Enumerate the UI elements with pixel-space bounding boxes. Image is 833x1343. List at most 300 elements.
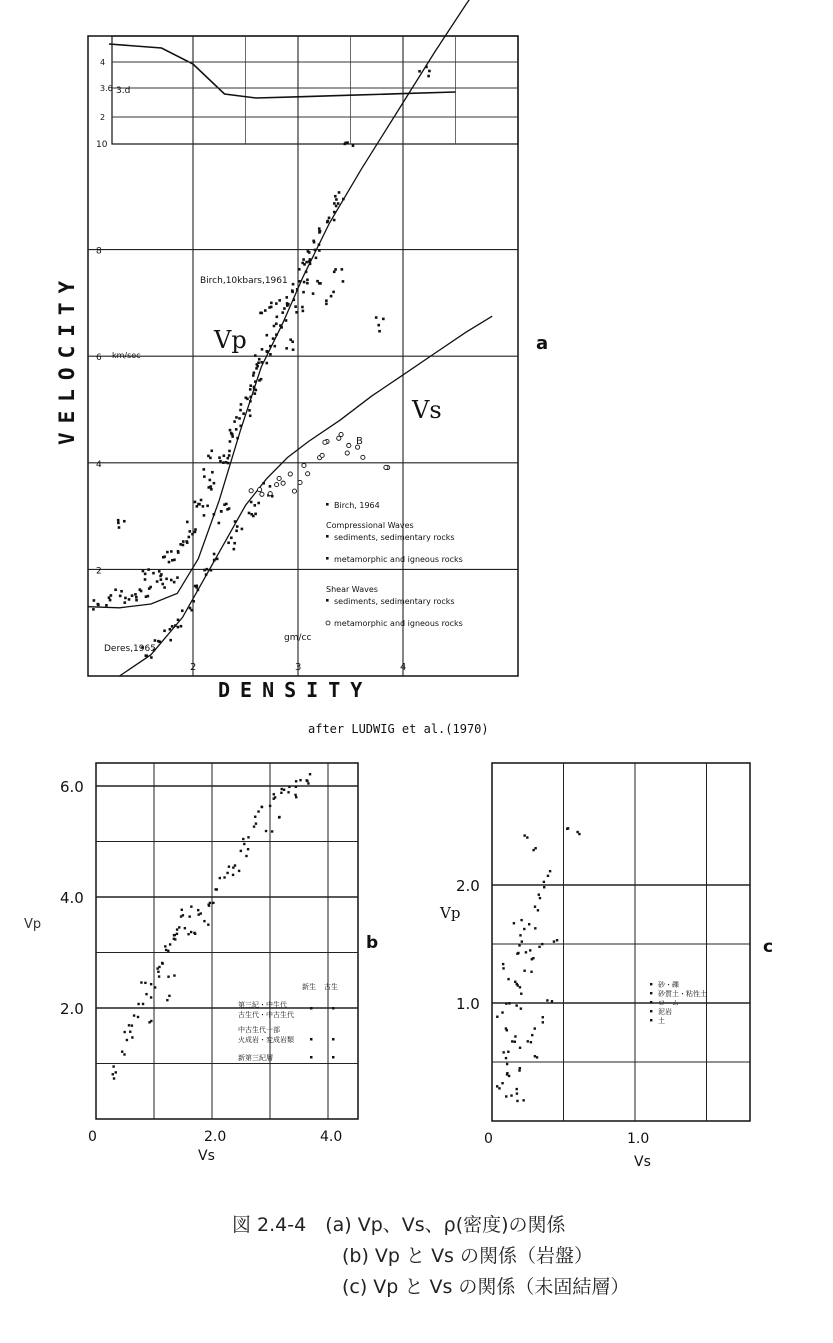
data-point (377, 324, 380, 327)
data-point (275, 302, 278, 305)
data-point (93, 599, 96, 602)
data-point (278, 816, 280, 818)
data-point (126, 1039, 128, 1041)
data-point (258, 379, 261, 382)
dennis-curve-label: Deres,1965 (104, 644, 156, 654)
data-point (169, 943, 171, 945)
panel-a-x-axis-label: DENSITY (218, 678, 373, 702)
y-tick-label: 2 (96, 566, 102, 577)
data-point (197, 589, 200, 592)
y-tick-label: 4 (96, 459, 102, 470)
data-point (239, 409, 242, 412)
data-point (145, 993, 147, 995)
data-point (519, 934, 521, 936)
data-point (169, 639, 172, 642)
data-point (223, 503, 226, 506)
data-point (536, 1056, 538, 1058)
data-point (203, 514, 206, 517)
data-point (189, 607, 192, 610)
data-point (253, 825, 255, 827)
data-point (227, 457, 230, 460)
data-point (262, 482, 265, 485)
data-point (328, 217, 331, 220)
data-point (109, 599, 112, 602)
y-tick-label: 1.0 (456, 995, 480, 1013)
legend-entry: 古生代・中古生代 (238, 1011, 294, 1019)
data-point (222, 461, 225, 464)
data-point (502, 1051, 504, 1053)
legend-entry: 土 (658, 1017, 665, 1025)
data-point (207, 455, 210, 458)
data-point (279, 324, 282, 327)
data-point (243, 843, 245, 845)
legend-entry: 砂・礫 (658, 981, 679, 989)
data-point (303, 281, 306, 284)
legend-entry: 砂質土・粘性土 (658, 990, 707, 998)
data-point (515, 1004, 517, 1006)
legend-header: 古生 (324, 983, 338, 991)
data-point (519, 1047, 521, 1049)
data-point (229, 429, 232, 432)
data-point (229, 440, 232, 443)
data-point (266, 350, 269, 353)
data-point (194, 501, 197, 504)
y-tick-label: 2.0 (60, 1000, 84, 1018)
data-point (296, 288, 299, 291)
data-point (202, 468, 205, 471)
data-point (543, 886, 545, 888)
data-point (285, 319, 288, 322)
data-point (273, 325, 276, 328)
data-point (219, 460, 222, 463)
data-point (203, 920, 205, 922)
data-point (188, 530, 191, 533)
data-point (154, 639, 157, 642)
data-point (496, 1016, 498, 1018)
data-point (209, 479, 212, 482)
data-point (242, 412, 245, 415)
data-point (384, 465, 388, 469)
data-point (159, 640, 162, 643)
data-point (234, 864, 236, 866)
data-point (269, 353, 272, 356)
legend-entry: metamorphic and igneous rocks (334, 555, 463, 564)
data-point (213, 482, 216, 485)
data-point (529, 949, 531, 951)
legend-entry: sediments, sedimentary rocks (334, 597, 455, 606)
data-point (176, 928, 178, 930)
data-point (178, 926, 180, 928)
caption-line-1: 図 2.4-4 (a) Vp、Vs、ρ(密度)の関係 (232, 1214, 566, 1236)
data-point (342, 280, 345, 283)
legend-marker (326, 503, 329, 506)
data-point (511, 1040, 513, 1042)
data-point (333, 202, 336, 205)
legend-entry: sediments, sedimentary rocks (334, 533, 455, 542)
data-point (283, 789, 285, 791)
data-point (177, 550, 180, 553)
panel-c-frame (492, 763, 750, 1121)
data-point (302, 258, 305, 261)
data-point (502, 963, 504, 965)
source-note: after LUDWIG et al.(1970) (308, 722, 489, 736)
data-point (176, 933, 178, 935)
y-tick-label: 6 (96, 353, 102, 364)
data-point (292, 489, 296, 493)
data-point (254, 513, 257, 516)
data-point (165, 949, 167, 951)
data-point (211, 471, 214, 474)
data-point (124, 597, 127, 600)
data-point (298, 268, 301, 271)
data-point (318, 227, 321, 230)
data-point (534, 1027, 536, 1029)
data-point (295, 311, 298, 314)
legend-marker (332, 1038, 335, 1041)
data-point (538, 893, 540, 895)
data-point (528, 923, 530, 925)
legend-entry: 泥岩 (658, 1008, 672, 1016)
data-point (248, 409, 251, 412)
panel-a-inset-frame (112, 36, 518, 144)
data-point (194, 531, 197, 534)
data-point (173, 581, 176, 584)
data-point (144, 573, 147, 576)
data-point (194, 585, 197, 588)
data-point (547, 875, 549, 877)
data-point (235, 416, 238, 419)
data-point (520, 993, 522, 995)
data-point (542, 1021, 544, 1023)
data-point (165, 578, 168, 581)
data-point (182, 544, 185, 547)
data-point (216, 888, 218, 890)
legend-entry: ローム (658, 999, 679, 1007)
data-point (154, 986, 156, 988)
data-point (294, 794, 296, 796)
data-point (252, 374, 255, 377)
panel-b-frame (96, 763, 358, 1119)
data-point (245, 855, 247, 857)
panel-b-x-axis-label: Vs (198, 1148, 215, 1164)
data-point (280, 792, 282, 794)
data-point (121, 1051, 123, 1053)
data-point (166, 999, 168, 1001)
data-point (501, 1082, 503, 1084)
data-point (318, 231, 321, 234)
data-point (517, 952, 519, 954)
data-point (334, 195, 337, 198)
data-point (129, 1031, 131, 1033)
data-point (213, 513, 216, 516)
y-tick-label: 8 (96, 246, 102, 257)
data-point (213, 559, 216, 562)
data-point (161, 583, 164, 586)
legend-marker (326, 557, 329, 560)
data-point (137, 1003, 139, 1005)
data-point (269, 485, 272, 488)
data-point (312, 292, 315, 295)
data-point (291, 289, 294, 292)
data-point (523, 970, 525, 972)
data-point (168, 561, 171, 564)
data-point (287, 303, 290, 306)
data-point (120, 590, 123, 593)
data-point (210, 569, 213, 572)
data-point (298, 280, 301, 283)
caption-line-3: (c) Vp と Vs の関係（未固結層） (342, 1276, 630, 1298)
data-point (194, 933, 196, 935)
data-point (288, 786, 290, 788)
data-point (335, 205, 338, 208)
x-tick-label: 2.0 (204, 1129, 227, 1145)
data-point (206, 505, 209, 508)
data-point (254, 354, 257, 357)
data-point (302, 310, 305, 313)
data-point (534, 1055, 536, 1057)
data-point (249, 400, 252, 403)
data-point (105, 604, 108, 607)
data-point (302, 291, 305, 294)
data-point (318, 243, 321, 246)
data-point (210, 488, 213, 491)
legend-marker (650, 992, 652, 994)
data-point (541, 943, 543, 945)
data-point (268, 492, 272, 496)
data-point (167, 976, 169, 978)
data-point (167, 950, 169, 952)
data-point (233, 420, 236, 423)
data-point (534, 927, 536, 929)
inset-value-label: 3.d (116, 86, 131, 96)
data-point (301, 306, 304, 309)
data-point (514, 1035, 516, 1037)
panel-c-label: c (763, 937, 774, 957)
data-point (306, 282, 309, 285)
data-point (166, 551, 169, 554)
data-point (213, 553, 216, 556)
data-point (150, 996, 152, 998)
data-point (202, 505, 205, 508)
data-point (184, 927, 186, 929)
data-point (269, 345, 272, 348)
y-tick-label: 2.0 (456, 877, 480, 895)
panel-b-label: b (366, 933, 379, 953)
x-tick-label: 2 (190, 662, 197, 673)
y-tick-label: 4.0 (60, 889, 84, 907)
data-point (249, 388, 252, 391)
data-point (537, 909, 539, 911)
data-point (538, 946, 540, 948)
data-point (117, 519, 120, 522)
legend-marker (332, 1056, 335, 1059)
data-point (187, 933, 189, 935)
data-point (258, 358, 261, 361)
data-point (257, 810, 259, 812)
data-point (320, 453, 324, 457)
data-point (135, 596, 138, 599)
data-point (506, 1029, 508, 1031)
data-point (162, 556, 165, 559)
data-point (305, 261, 308, 264)
data-point (186, 521, 189, 524)
data-point (335, 198, 338, 201)
data-point (532, 849, 534, 851)
data-point (240, 403, 243, 406)
data-point (171, 625, 174, 628)
data-point (530, 971, 532, 973)
data-point (235, 428, 238, 431)
data-point (187, 536, 190, 539)
data-point (507, 978, 509, 980)
data-point (223, 876, 225, 878)
data-point (174, 624, 177, 627)
data-point (514, 981, 516, 983)
data-point (148, 1021, 150, 1023)
data-point (256, 363, 259, 366)
panel-a-chart (55, 0, 548, 736)
data-point (519, 986, 521, 988)
data-point (325, 299, 328, 302)
data-point (298, 480, 302, 484)
data-point (134, 593, 137, 596)
data-point (264, 309, 267, 312)
data-point (194, 528, 197, 531)
data-point (332, 291, 335, 294)
data-point (522, 1099, 524, 1101)
data-point (225, 461, 228, 464)
data-point (114, 588, 117, 591)
data-point (254, 380, 257, 383)
data-point (249, 489, 253, 493)
y-unit-label: km/sec (112, 351, 141, 360)
data-point (236, 525, 239, 528)
data-point (140, 981, 142, 983)
data-point (549, 870, 551, 872)
data-point (232, 874, 234, 876)
data-point (523, 834, 525, 836)
legend-entry: metamorphic and igneous rocks (334, 619, 463, 628)
data-point (180, 915, 182, 917)
data-point (519, 1067, 521, 1069)
data-point (269, 805, 271, 807)
small-b-label: B (356, 436, 363, 447)
data-point (200, 499, 203, 502)
data-point (228, 454, 231, 457)
data-point (314, 249, 317, 252)
data-point (318, 249, 321, 252)
panel-a-label: a (536, 333, 549, 354)
data-point (246, 398, 249, 401)
data-point (274, 796, 276, 798)
legend-entry: 第三紀・中生代 (238, 1001, 287, 1009)
data-point (241, 528, 244, 531)
inset-tick-label: 4 (100, 58, 106, 67)
data-point (171, 559, 174, 562)
data-point (261, 806, 263, 808)
data-point (309, 262, 312, 265)
panel-a-legend (326, 501, 463, 628)
data-point (157, 971, 159, 973)
data-point (313, 241, 316, 244)
data-point (532, 957, 534, 959)
vp-label: Vp (214, 326, 247, 354)
data-point (272, 337, 275, 340)
data-point (170, 550, 173, 553)
data-point (546, 999, 548, 1001)
y-tick-label: 10 (96, 140, 108, 150)
data-point (506, 1073, 508, 1075)
data-point (128, 598, 131, 601)
data-point (117, 522, 120, 525)
data-point (131, 594, 134, 597)
data-point (228, 865, 230, 867)
data-point (249, 384, 252, 387)
data-point (288, 472, 292, 476)
data-point (285, 347, 288, 350)
data-point (200, 912, 202, 914)
data-point (308, 260, 311, 263)
data-point (192, 600, 195, 603)
data-point (216, 558, 219, 561)
data-point (291, 340, 294, 343)
data-point (160, 578, 163, 581)
data-point (508, 1075, 510, 1077)
data-point (505, 1057, 507, 1059)
data-point (147, 568, 150, 571)
data-point (330, 295, 333, 298)
legend-marker (650, 1019, 652, 1021)
data-point (110, 594, 113, 597)
data-point (334, 268, 337, 271)
data-point (128, 1024, 130, 1026)
data-point (295, 780, 297, 782)
data-point (281, 481, 285, 485)
data-point (123, 520, 126, 523)
data-point (521, 940, 523, 942)
data-point (275, 322, 278, 325)
x-tick-label: 0 (88, 1129, 97, 1145)
data-point (305, 271, 308, 274)
inset-tick-label: 2 (100, 113, 106, 122)
data-point (233, 548, 236, 551)
data-point (137, 1016, 139, 1018)
data-point (203, 569, 206, 572)
data-point (255, 389, 258, 392)
data-point (197, 909, 199, 911)
x-tick-label: 0 (484, 1131, 493, 1147)
legend-marker (310, 1056, 313, 1059)
x-tick-label: 3 (295, 662, 302, 673)
data-point (507, 1051, 509, 1053)
data-point (212, 902, 214, 904)
data-point (333, 219, 336, 222)
data-point (342, 198, 345, 201)
data-point (556, 939, 558, 941)
data-point (206, 568, 209, 571)
data-point (209, 485, 212, 488)
data-point (118, 526, 121, 529)
data-point (520, 1007, 522, 1009)
data-point (235, 530, 238, 533)
data-point (255, 822, 257, 824)
data-point (233, 542, 236, 545)
data-point (181, 909, 183, 911)
panel-b-chart (24, 763, 378, 1164)
data-point (240, 850, 242, 852)
data-point (539, 897, 541, 899)
data-point (543, 881, 545, 883)
